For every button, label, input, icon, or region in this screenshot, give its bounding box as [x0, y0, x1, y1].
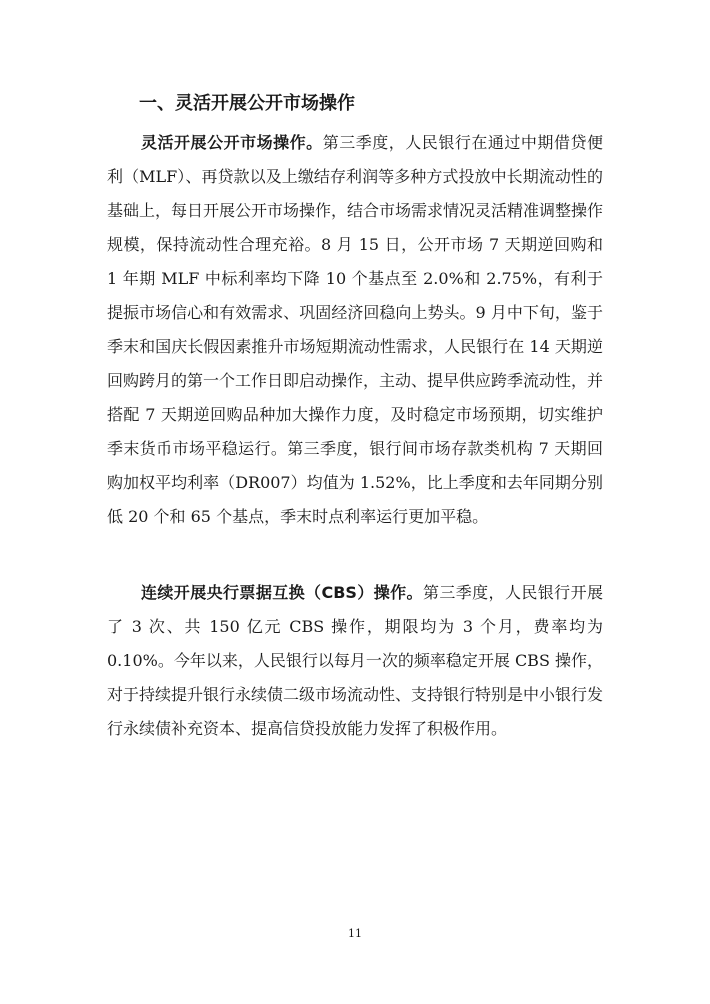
paragraph-indent [107, 583, 141, 602]
paragraph-body: 第三季度，人民银行在通过中期借贷便利（MLF）、再贷款以及上缴结存利润等多种方式投放中长期流动性的基础上，每日开展公开市场操作，结合市场需求情况灵活精准调整操作规模，保持流动性合理充裕。8 月 15 日，公开市场 7 天期逆回购和 1 年期 MLF 中标利率均下降 10 个基点至 2.0%和 2.75%，有利于提振市场信心和有效需求、巩固经济回稳向上势头。9 月中下旬，鉴于季末和国庆长假因素推升市场短期流动性需求，人民银行在 14 天期逆回购跨月的第一个工作日即启动操作，主动、提早供应跨季流动性，并搭配 7 天期逆回购品种加大操作力度，及时稳定市场预期，切实维护季末货币市场平稳运行。第三季度，银行间市场存款类机构 7 天期回购加权平均利率（DR007）均值为 1.52%，比上季度和去年同期分别低 20 个和 65 个基点，季末时点利率运行更加平稳。 [107, 133, 604, 526]
paragraph-open-market-operations [107, 126, 603, 534]
section-heading: 一、灵活开展公开市场操作 [139, 93, 355, 114]
paragraph-cbs-operations [107, 576, 603, 746]
paragraph-body: 第三季度，人民银行开展了 3 次、共 150 亿元 CBS 操作，期限均为 3 个月，费率均为 0.10%。今年以来，人民银行以每月一次的频率稳定开展 CBS 操作，对于持续提升银行永续债二级市场流动性、支持银行特别是中小银行发行永续债补充资本、提高信贷投放能力发挥了积极作用。 [107, 583, 604, 738]
paragraph-lead: 灵活开展公开市场操作。 [141, 133, 323, 152]
paragraph-lead: 连续开展央行票据互换（CBS）操作。 [141, 583, 423, 602]
page-number: 11 [348, 927, 362, 940]
paragraph-indent [107, 133, 141, 152]
